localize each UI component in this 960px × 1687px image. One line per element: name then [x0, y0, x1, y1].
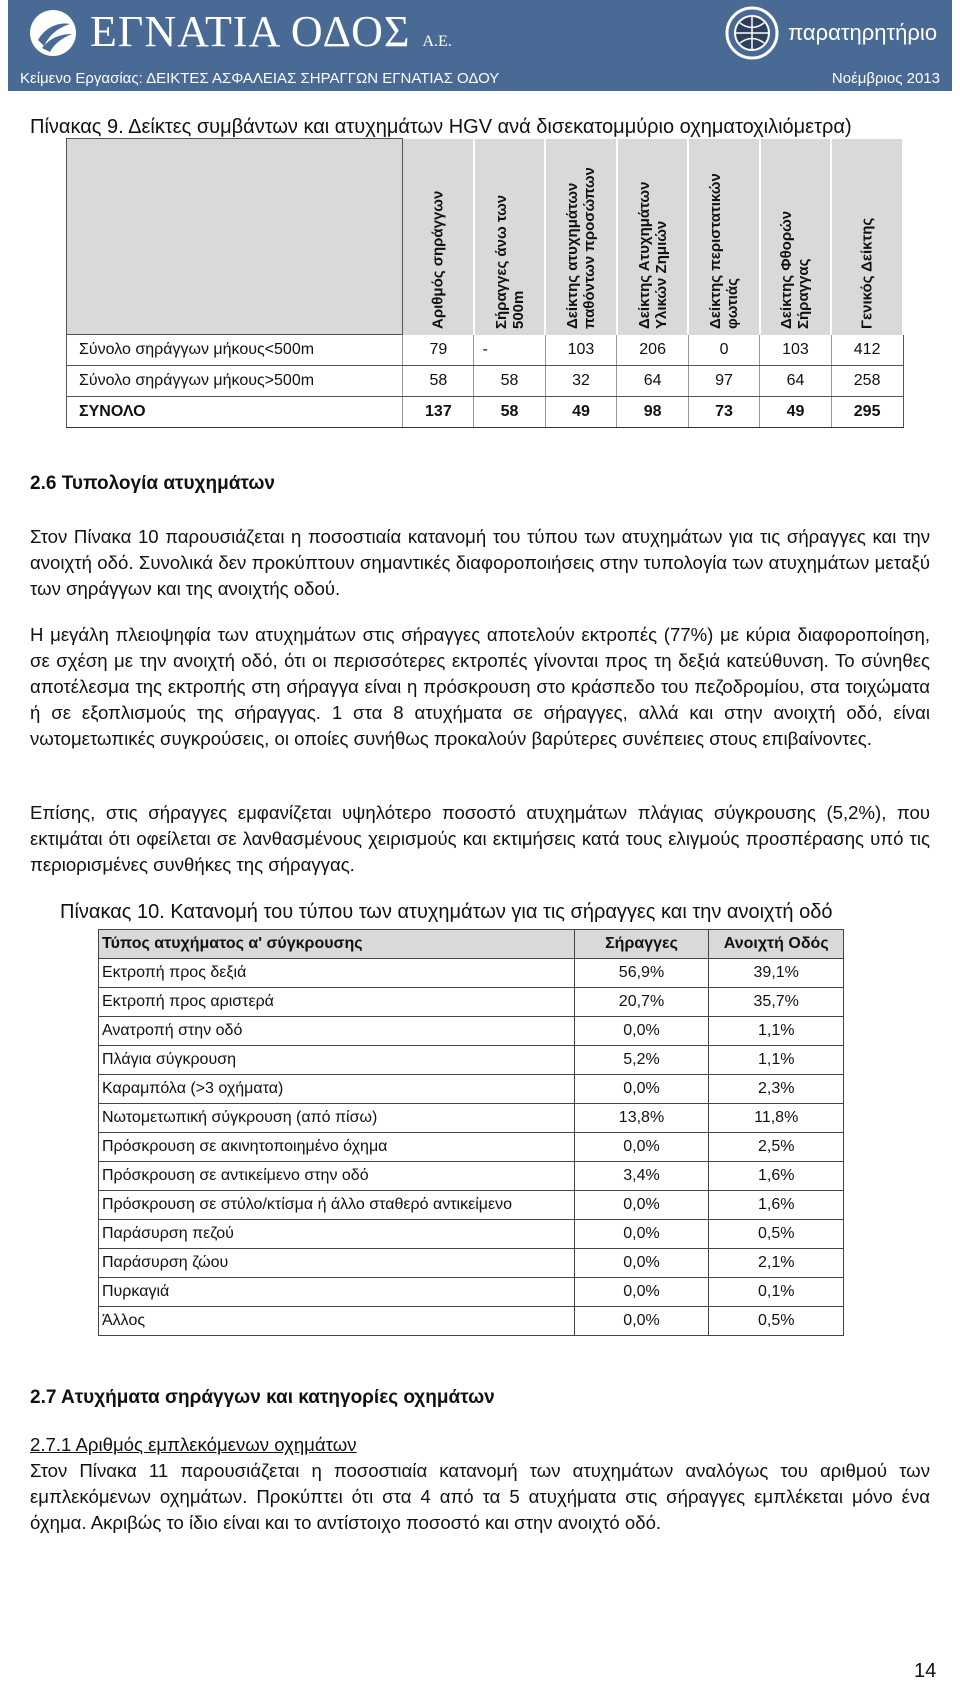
table-cell: 11,8% — [709, 1104, 844, 1133]
table-cell: 35,7% — [709, 988, 844, 1017]
table-cell: 1,1% — [709, 1017, 844, 1046]
table-row — [99, 1075, 844, 1104]
table-row — [99, 1220, 844, 1249]
column-header: Σήραγγες — [574, 930, 709, 959]
table-cell: 98 — [617, 397, 689, 428]
header-banner — [8, 0, 952, 91]
table-cell: Εκτροπή προς δεξιά — [99, 959, 575, 988]
table-row-total — [67, 397, 904, 428]
table-cell: 0,1% — [709, 1278, 844, 1307]
table-row — [99, 1017, 844, 1046]
table-cell: Πλάγια σύγκρουση — [99, 1046, 575, 1075]
table9-header-row — [67, 139, 904, 335]
table-cell: Νωτομετωπική σύγκρουση (από πίσω) — [99, 1104, 575, 1133]
table-cell: 0,0% — [574, 1278, 709, 1307]
table9-col-header: Δείκτης περιστατικών φωτιάς — [688, 139, 759, 335]
table-cell: Παράσυρση πεζού — [99, 1220, 575, 1249]
section-heading: 2.7 Ατυχήματα σηράγγων και κατηγορίες οχημάτων — [30, 1387, 495, 1408]
table-cell: 49 — [545, 397, 617, 428]
table-cell: - — [474, 335, 545, 366]
table10-header-row — [99, 930, 844, 959]
table10 — [98, 929, 844, 1336]
table-cell: 103 — [760, 335, 832, 366]
table-row — [99, 1249, 844, 1278]
table-cell: 0 — [688, 335, 759, 366]
table-cell: 2,3% — [709, 1075, 844, 1104]
table-cell: 0,0% — [574, 1220, 709, 1249]
table-cell: 2,1% — [709, 1249, 844, 1278]
table-cell: 97 — [688, 366, 759, 397]
document-date: Νοέμβριος 2013 — [831, 70, 940, 87]
table-cell: Παράσυρση ζώου — [99, 1249, 575, 1278]
table-cell: Εκτροπή προς αριστερά — [99, 988, 575, 1017]
logo-text: ΕΓΝΑΤΙΑ ΟΔΟΣ Α.Ε. — [90, 7, 452, 56]
table-cell: 56,9% — [574, 959, 709, 988]
section-heading: 2.6 Τυπολογία ατυχημάτων — [30, 473, 275, 494]
table-cell: 0,0% — [574, 1075, 709, 1104]
table-cell: 0,0% — [574, 1307, 709, 1336]
table-cell: 1,6% — [709, 1191, 844, 1220]
table9-col-header: Αριθμός σηράγγων — [403, 139, 474, 335]
table9-col-header: Γενικός Δείκτης — [831, 139, 903, 335]
table-cell: 0,0% — [574, 1191, 709, 1220]
table-row — [99, 1307, 844, 1336]
table-cell: 3,4% — [574, 1162, 709, 1191]
page-number: 14 — [914, 1660, 937, 1682]
table-cell: 103 — [545, 335, 617, 366]
table-cell: 20,7% — [574, 988, 709, 1017]
paragraph: Η μεγάλη πλειοψηφία των ατυχημάτων στις σήραγγες αποτελούν εκτροπές (77%) με κύρια διαφοροποίηση, σε σχέση με την ανοιχτή οδό, ότι οι περισσότερες εκτροπές γίνονται προς τη δεξιά κατεύθυνση. Το σύνηθες αποτέλεσμα της εκτροπής στη σήραγγα είναι η πρόσκρουση στο κράσπεδο του πεζοδρομίου, στα τοιχώματα ή σε εξοπλισμούς της σήραγγας. 1 στα 8 ατυχήματα σε σήραγγες, αλλά και στην ανοιχτή οδό, είναι νωτομετωπικές συγκρούσεις, οι οποίες συνήθως προκαλούν βαρύτερες συνέπειες στους επιβαίνοντες. — [30, 624, 930, 749]
table-cell: Πυρκαγιά — [99, 1278, 575, 1307]
table9-col-header: Δείκτης ατυχημάτων παθόντων προσώπων — [545, 139, 617, 335]
table-cell: 32 — [545, 366, 617, 397]
table-cell: 64 — [617, 366, 689, 397]
table-cell: 0,5% — [709, 1307, 844, 1336]
table-cell: Καραμπόλα (>3 οχήματα) — [99, 1075, 575, 1104]
table-cell: 206 — [617, 335, 689, 366]
subsection-heading: 2.7.1 Αριθμός εμπλεκόμενων οχημάτων — [30, 1434, 357, 1455]
table-cell: 0,0% — [574, 1017, 709, 1046]
table-cell: 13,8% — [574, 1104, 709, 1133]
table-cell: Πρόσκρουση σε αντικείμενο στην οδό — [99, 1162, 575, 1191]
table-row — [99, 1046, 844, 1075]
table-row — [99, 1104, 844, 1133]
table9-caption: Πίνακας 9. Δείκτες συμβάντων και ατυχημάτων HGV ανά δισεκατομμύριο οχηματοχιλιόμετρα) — [30, 116, 852, 138]
table-cell: 79 — [403, 335, 474, 366]
table-row — [67, 335, 904, 366]
row-label: Σύνολο σηράγγων μήκους>500m — [67, 366, 403, 397]
egnatia-logo-icon — [28, 8, 78, 58]
table-cell: Άλλος — [99, 1307, 575, 1336]
table-row — [67, 366, 904, 397]
column-header: Τύπος ατυχήματος α' σύγκρουσης — [99, 930, 575, 959]
table-cell: 0,5% — [709, 1220, 844, 1249]
table-cell: 0,0% — [574, 1249, 709, 1278]
table-cell: 39,1% — [709, 959, 844, 988]
table-cell: 73 — [688, 397, 759, 428]
table-cell: Ανατροπή στην οδό — [99, 1017, 575, 1046]
paragraph: Επίσης, στις σήραγγες εμφανίζεται υψηλότερο ποσοστό ατυχημάτων πλάγιας σύγκρουσης (5,2%), που εκτιμάται ότι οφείλεται σε λανθασμένους χειρισμούς και εκτιμήσεις κατά τους ελιγμούς προσπέρασης υπό τις περιορισμένες συνθήκες της σήραγγας. — [30, 802, 930, 875]
observatory-text: παρατηρητήριο — [788, 20, 938, 45]
table-cell: 58 — [474, 397, 545, 428]
row-label: Σύνολο σηράγγων μήκους<500m — [67, 335, 403, 366]
table-row — [99, 1278, 844, 1307]
table-row — [99, 1162, 844, 1191]
table9 — [66, 138, 904, 428]
column-header: Ανοιχτή Οδός — [709, 930, 844, 959]
globe-icon — [724, 5, 780, 61]
table-cell: 295 — [831, 397, 903, 428]
table-cell: 0,0% — [574, 1133, 709, 1162]
table9-col-header: Δείκτης Ατυχημάτων Υλικών Ζημιών — [617, 139, 689, 335]
table-cell: 58 — [474, 366, 545, 397]
table-cell: 64 — [760, 366, 832, 397]
table9-col-header: Σήραγγες άνω των 500m — [474, 139, 545, 335]
table-cell: 58 — [403, 366, 474, 397]
row-label: ΣΥΝΟΛΟ — [67, 397, 403, 428]
table9-header-blank — [67, 139, 403, 335]
paragraph: Στον Πίνακα 11 παρουσιάζεται η ποσοστιαία κατανομή των ατυχημάτων αναλόγως του αριθμού των εμπλεκόμενων οχημάτων. Προκύπτει ότι στα 4 από τα 5 ατυχήματα στις σήραγγες εμπλέκεται μόνο ένα όχημα. Ακριβώς το ίδιο είναι και το αντίστοιχο ποσοστό και στην ανοιχτό οδό. — [30, 1460, 930, 1533]
table-cell: 1,6% — [709, 1162, 844, 1191]
table-cell: 1,1% — [709, 1046, 844, 1075]
table-row — [99, 988, 844, 1017]
table-row — [99, 959, 844, 988]
table-cell: 2,5% — [709, 1133, 844, 1162]
table-cell: 49 — [760, 397, 832, 428]
table-cell: 412 — [831, 335, 903, 366]
paragraph: Στον Πίνακα 10 παρουσιάζεται η ποσοστιαία κατανομή του τύπου των ατυχημάτων για τις σήραγγες και την ανοιχτή οδό. Συνολικά δεν προκύπτουν σημαντικές διαφοροποιήσεις στην τυπολογία των ατυχημάτων μεταξύ των σηράγγων και της ανοιχτής οδού. — [30, 526, 930, 599]
table10-caption: Πίνακας 10. Κατανομή του τύπου των ατυχημάτων για τις σήραγγες και την ανοιχτή οδό — [60, 901, 833, 923]
table-cell: Πρόσκρουση σε στύλο/κτίσμα ή άλλο σταθερό αντικείμενο — [99, 1191, 575, 1220]
table9-col-header: Δείκτης Φθορών Σήραγγας — [760, 139, 832, 335]
table-cell: Πρόσκρουση σε ακινητοποιημένο όχημα — [99, 1133, 575, 1162]
table-row — [99, 1191, 844, 1220]
table-row — [99, 1133, 844, 1162]
table-cell: 258 — [831, 366, 903, 397]
document-title-line: Κείμενο Εργασίας: ΔΕΙΚΤΕΣ ΑΣΦΑΛΕΙΑΣ ΣΗΡΑΓΓΩΝ ΕΓΝΑΤΙΑΣ ΟΔΟΥ — [20, 70, 500, 87]
table-cell: 137 — [403, 397, 474, 428]
table-cell: 5,2% — [574, 1046, 709, 1075]
